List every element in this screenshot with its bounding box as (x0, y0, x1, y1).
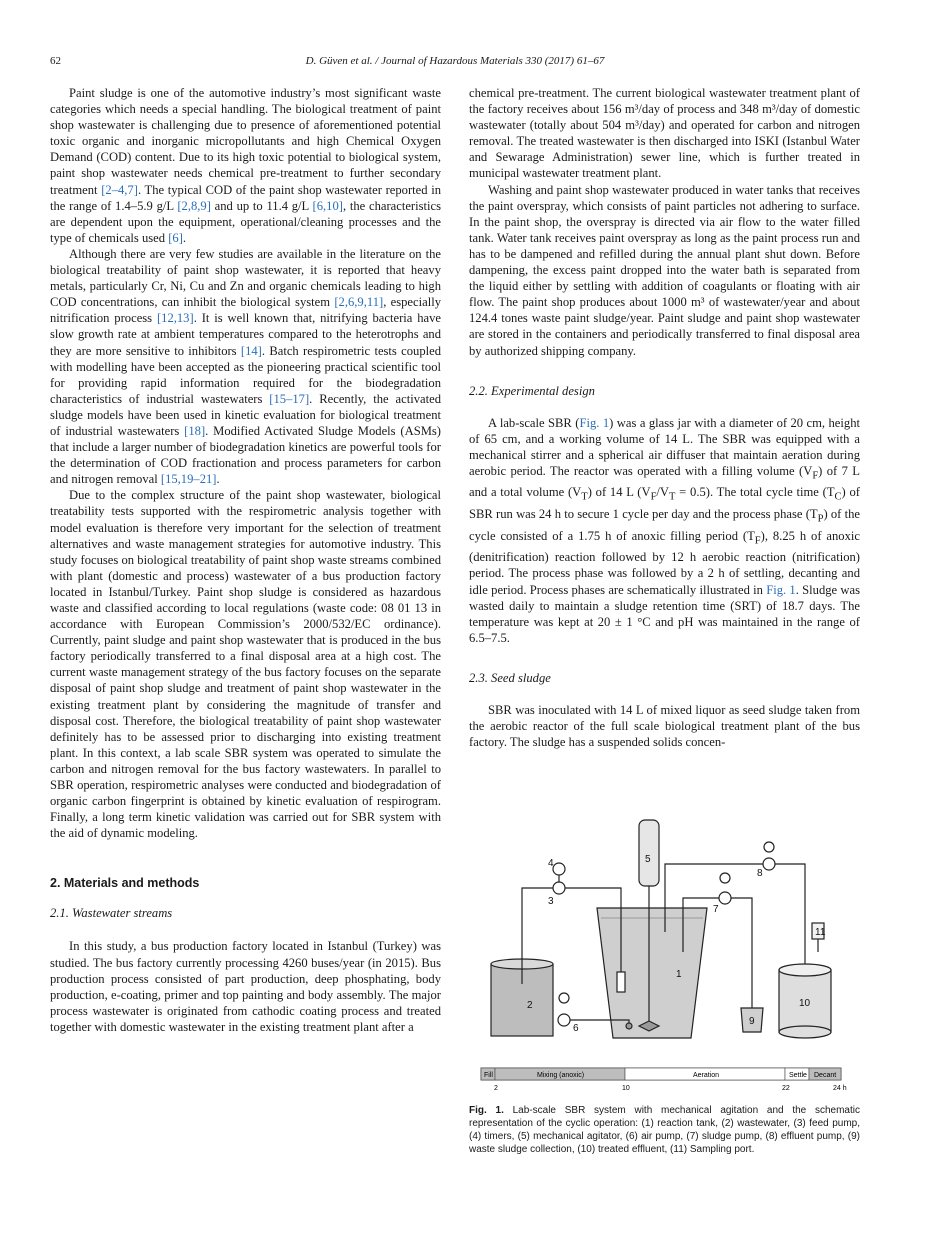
phase-fill: Fill (484, 1072, 493, 1079)
citation-link[interactable]: [6] (168, 230, 183, 245)
cycle-timeline (481, 1068, 847, 1092)
label-10: 10 (799, 998, 811, 1009)
page-number: 62 (50, 55, 61, 67)
phase-decant: Decant (814, 1072, 837, 1079)
phase-mixing: Mixing (anoxic) (537, 1072, 585, 1079)
section-heading: 2. Materials and methods (50, 876, 200, 891)
feed-pump (553, 882, 565, 894)
mechanical-agitator (639, 820, 659, 886)
citation-link[interactable]: [12,13] (156, 311, 194, 326)
paragraph: A lab-scale SBR (Fig. 1) was a glass jar with a diameter of 20 cm, height of 65 cm, and a working volume of 14 L. The SBR was equipped with a mechanical stirrer and a spherical air diffuser that maintain aeration during aerobic period. The reactor was operated with a filling volume $(V_F)$ of 7 L and a total volume $(V_T)$ of 14 L $(V_F/V_T = 0.5)$. The total cycle time $(T_C)$ of SBR run was 24 h to secure 1 cycle per day and the process phase $(T_P)$ of the cycle consisted of a 1.75 h of anoxic filling period $(T_F)$, 8.25 h of anoxic (denitrification) reaction followed by 12 h aerobic reaction (nitrification) period. The process phase was followed by a 2 h of settling, decanting and idle period. Process phases are schematically illustrated in Fig. 1. Sludge was wasted daily to maintain a sludge retention time (SRT) of 18.7 days. The temperature was kept at 20 ± 1 °C and pH was maintained in the range of 6.5–7.5. (469, 415, 860, 645)
citation-link[interactable]: [18] (184, 423, 206, 438)
label-1: 1 (676, 969, 682, 980)
timer-effluent (764, 842, 774, 852)
page-header (50, 55, 860, 71)
citation-link[interactable]: [2–4,7] (101, 182, 138, 197)
citation-link[interactable]: [6,10] (312, 198, 343, 213)
tick-10: 10 (622, 1085, 630, 1092)
timer-feed (553, 863, 565, 875)
label-8: 8 (757, 868, 763, 879)
tick-22: 22 (782, 1085, 790, 1092)
paragraph: In this study, a bus production factory located in Istanbul (Turkey) was studied. The bus factory currently processing 4260 buses/year (in 2015). Bus production process consisted of part production, deep phosphating, body production, e-coating, primer and top painting and body assembly. The major process wastewater is originated from cathodic coating process and treated together with domestic wastewater in the existing treatment plant after a (50, 939, 441, 1034)
figure-link[interactable]: Fig. 1 (579, 415, 610, 430)
subsection-heading: 2.1. Wastewater streams (50, 906, 173, 921)
right-column (469, 85, 860, 750)
tick-24h: 24 h (833, 1085, 847, 1092)
citation-link[interactable]: [2,8,9] (177, 198, 211, 213)
label-7: 7 (713, 904, 719, 915)
reaction-tank (597, 908, 707, 1038)
timer-sludge (720, 873, 730, 883)
running-title: D. Güven et al. / Journal of Hazardous Materials 330 (2017) 61–67 (305, 55, 605, 67)
label-4: 4 (548, 858, 554, 869)
caption-label: Fig. 1. (469, 1105, 504, 1116)
air-pump (558, 1014, 570, 1026)
paragraph: Washing and paint shop wastewater produced in water tanks that receives the paint overspray, which consists of paint particles not adhering to surface. In the paint shop, the overspray is directed via air flow to the water filled tank. Water tank receives paint overspray as long as the paint process run and has to be dampened and refilled during the annual plant shut down. Before dampening, the excess paint dropped into the water bath is separated from the liquid either by settling with addition of coagulants or floating with air flow. The paint shop produces about 1000 m³ of wastewater/year and about 124.4 tones waste paint sludge/year. Paint sludge and paint shop wastewater are stored in the containers and periodically transferred to final disposal area by authorized shipping company. (469, 182, 860, 358)
phase-aeration: Aeration (693, 1072, 720, 1079)
paragraph: chemical pre-treatment. The current biological wastewater treatment plant of the factory receives about 156 m³/day of process and 348 m³/day of domestic wastewater (totally about 504 m³/day) and operated for carbon and nitrogen removal. The treated wastewater is then discharged into ISKI (Istanbul Water and Sewarage Administration) sewer line, which is further treated in municipal wastewater treatment plant. (469, 86, 860, 181)
label-3: 3 (548, 896, 554, 907)
sbr-system-figure (469, 812, 860, 1102)
paragraph: Although there are very few studies are available in the literature on the biological treatability of paint shop wastewater, it is reported that heavy metals, particularly Cr, Ni, Cu and Zn and organic chemicals leading to high COD concentrations, can inhibit the biological system [2,6,9,11], especially nitrification process [12,13]. It is well known that, nitrifying bacteria have slow growth rate at ambient temperatures compared to the heterotrophs and they are more sensitive to inhibitors [14]. Batch respirometric tests coupled with modelling have been accepted as the pioneering practical scientific tool for providing rapid information required for the biodegradation characteristics of industrial wastewaters [15–17]. Recently, the activated sludge models have been used in kinetic evaluation for biological treatment of industrial wastewaters [18]. Modified Activated Sludge Models (ASMs) that include a larger number of biodegradation kinetics are powerful tools for the determination of COD fractionation and process parameters for carbon and nitrogen removal [15,19–21]. (50, 246, 441, 487)
citation-link[interactable]: [15–17] (269, 391, 310, 406)
label-11: 11 (815, 927, 826, 938)
paragraph: SBR was inoculated with 14 L of mixed liquor as seed sludge taken from the aerobic reactor of the full scale biological treatment plant of the bus factory. The sludge has a suspended solids concen- (469, 702, 860, 750)
figure-link[interactable]: Fig. 1 (766, 582, 796, 597)
subsection-heading: 2.3. Seed sludge (469, 670, 551, 685)
subsection-heading: 2.2. Experimental design (469, 383, 595, 398)
phase-settle: Settle (789, 1072, 807, 1079)
sludge-pump (719, 892, 731, 904)
figure-caption (469, 1104, 860, 1156)
tick-2: 2 (494, 1085, 498, 1092)
label-6: 6 (573, 1023, 579, 1034)
label-9: 9 (749, 1016, 755, 1027)
left-column (50, 85, 441, 1035)
citation-link[interactable]: [14] (240, 343, 262, 358)
paragraph: Paint sludge is one of the automotive industry’s most significant waste categories which needs a special handling. The biological treatment of paint shop wastewater is challenging due to presence of aforementioned potential toxic organic and inorganic micropollutants and high Chemical Oxygen Demand (COD) content. Due to its high toxic potential to biological system, paint shop wastewater needs chemical pre-treatment to further secondary treatment [2–4,7]. The typical COD of the paint shop wastewater reported in the range of 1.4–5.9 g/L [2,8,9] and up to 11.4 g/L [6,10], the characteristics are dependent upon the equipment, operational/cleaning processes and the type of chemicals used [6]. (50, 86, 442, 245)
caption-text: Lab-scale SBR system with mechanical agitation and the schematic representation of the cyclic operation: (1) reaction tank, (2) wastewater, (3) feed pump, (4) timers, (5) mechanical agitator, (6) air pump, (7) sludge pump, (8) effluent pump, (9) waste sludge collection, (10) treated effluent, (11) Sampling port. (469, 1105, 860, 1155)
label-5: 5 (645, 854, 651, 865)
timer-air (559, 993, 569, 1003)
label-2: 2 (527, 1000, 533, 1011)
citation-link[interactable]: [2,6,9,11] (334, 295, 384, 310)
citation-link[interactable]: [15,19–21] (160, 472, 217, 487)
effluent-pump (763, 858, 775, 870)
paragraph: Due to the complex structure of the paint shop wastewater, biological treatability tests supported with the respirometric analysis together with model evaluation is therefore very important for the selection of treatment alternatives and waste management strategies for automotive industry. This study focuses on biological treatability of paint shop waste streams combined with plant (domestic and process) wastewater of a bus production factory located in Istanbul/Turkey. Paint shop sludge is considered as hazardous waste and classified according to local regulations (waste code: 08 01 13 in accordance with European Commission’s 2000/532/EC ordinance). Currently, paint sludge and paint shop wastewater that is produced in the bus factory periodically transferred to a final disposal area at a high cost. The current waste management strategy of the bus factory focuses on the separate disposal of paint shop sludge and treatment of paint shop wastewater in the existing treatment plant by considering the magnitude of transfer and disposal cost. Therefore, the biological treatability of paint shop wastewater definitely has to be assessed prior to discharging into existing treatment plant. In this context, a lab scale SBR system was operated to simulate the carbon and nitrogen removal for the bus factory wastewaters. In parallel to SBR operation, respirometric analyses were conducted and biodegradation of organic carbon fingerprint is obtained by kinetic evaluation of respirogram. Finally, a long term kinetic validation was carried out for SBR system with the aid of dynamic modeling. (50, 488, 441, 841)
